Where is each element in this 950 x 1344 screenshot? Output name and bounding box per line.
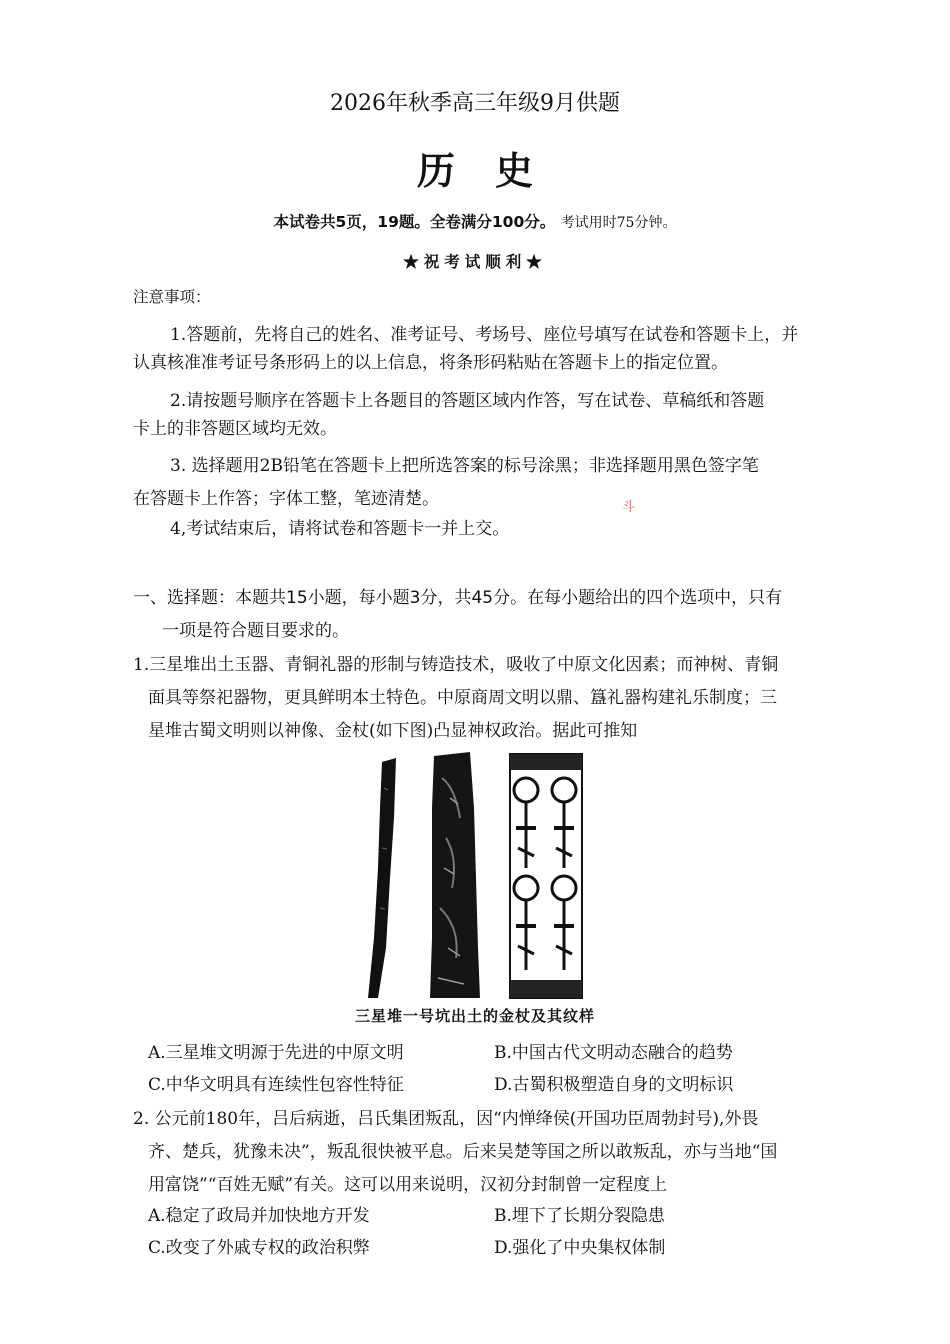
q1-option-c[interactable]: C.中华文明具有连续性包容性特征 xyxy=(148,1075,404,1095)
note-line: 4,考试结束后，请将试卷和答题卡一并上交。 xyxy=(170,519,510,539)
golden-staff-figure xyxy=(360,748,592,1000)
section-heading: 一、选择题：本题共15小题，每小题3分，共45分。在每小题给出的四个选项中，只有 xyxy=(133,588,783,608)
q1-option-a[interactable]: A.三星堆文明源于先进的中原文明 xyxy=(148,1043,404,1063)
q1-stem-line: 1.三星堆出土玉器、青铜礼器的形制与铸造技术，吸收了中原文化因素；而神树、青铜 xyxy=(133,655,779,675)
note-line: 1.答题前，先将自己的姓名、准考证号、考场号、座位号填写在试卷和答题卡上，并 xyxy=(170,325,799,345)
q1-stem-line: 星堆古蜀文明则以神像、金杖(如下图)凸显神权政治。据此可推知 xyxy=(148,721,638,741)
note-line: 在答题卡上作答；字体工整，笔迹清楚。 xyxy=(133,489,439,509)
red-pen-mark: 斗 xyxy=(622,500,636,515)
note-line: 2.请按题号顺序在答题卡上各题目的答题区域内作答，写在试卷、草稿纸和答题 xyxy=(170,391,765,411)
q1-option-b[interactable]: B.中国古代文明动态融合的趋势 xyxy=(494,1043,733,1063)
note-line: 卡上的非答题区域均无效。 xyxy=(133,419,337,439)
q2-option-c[interactable]: C.改变了外戚专权的政治积弊 xyxy=(148,1238,370,1258)
info-time: 考试用时75分钟。 xyxy=(560,215,677,231)
notes-heading: 注意事项： xyxy=(133,288,211,306)
figure-caption: 三星堆一号坑出土的金杖及其纹样 xyxy=(354,1007,595,1025)
q2-stem-line: 用富饶”“百姓无赋”有关。这可以用来说明，汉初分封制曾一定程度上 xyxy=(148,1175,668,1195)
exam-info xyxy=(0,210,950,232)
exam-title: 2026年秋季高三年级9月供题 xyxy=(330,91,620,116)
good-luck-line: ★祝考试顺利★ xyxy=(403,252,547,271)
note-line: 3. 选择题用2B铅笔在答题卡上把所选答案的标号涂黑；非选择题用黑色签字笔 xyxy=(170,456,759,476)
q2-option-d[interactable]: D.强化了中央集权体制 xyxy=(494,1238,666,1258)
q2-option-b[interactable]: B.埋下了长期分裂隐患 xyxy=(494,1206,665,1226)
note-line: 认真核准准考证号条形码上的以上信息，将条形码粘贴在答题卡上的指定位置。 xyxy=(133,353,728,373)
section-heading-cont: 一项是符合题目要求的。 xyxy=(162,621,349,641)
q1-option-d[interactable]: D.古蜀积极塑造自身的文明标识 xyxy=(494,1075,734,1095)
q2-stem-line: 齐、楚兵，犹豫未决”，叛乱很快被平息。后来吴楚等国之所以敢叛乱，亦与当地“国 xyxy=(148,1142,778,1162)
q2-stem-line: 2. 公元前180年，吕后病逝，吕氏集团叛乱，因“内惮绛侯(开国功臣周勃封号),外畏 xyxy=(133,1109,759,1129)
q1-stem-line: 面具等祭祀器物，更具鲜明本土特色。中原商周文明以鼎、簋礼器构建礼乐制度；三 xyxy=(148,688,777,708)
subject-title: 历史 xyxy=(416,148,573,193)
info-main: 本试卷共5页，19题。全卷满分100分。 xyxy=(273,213,556,231)
q2-option-a[interactable]: A.稳定了政局并加快地方开发 xyxy=(148,1206,370,1226)
